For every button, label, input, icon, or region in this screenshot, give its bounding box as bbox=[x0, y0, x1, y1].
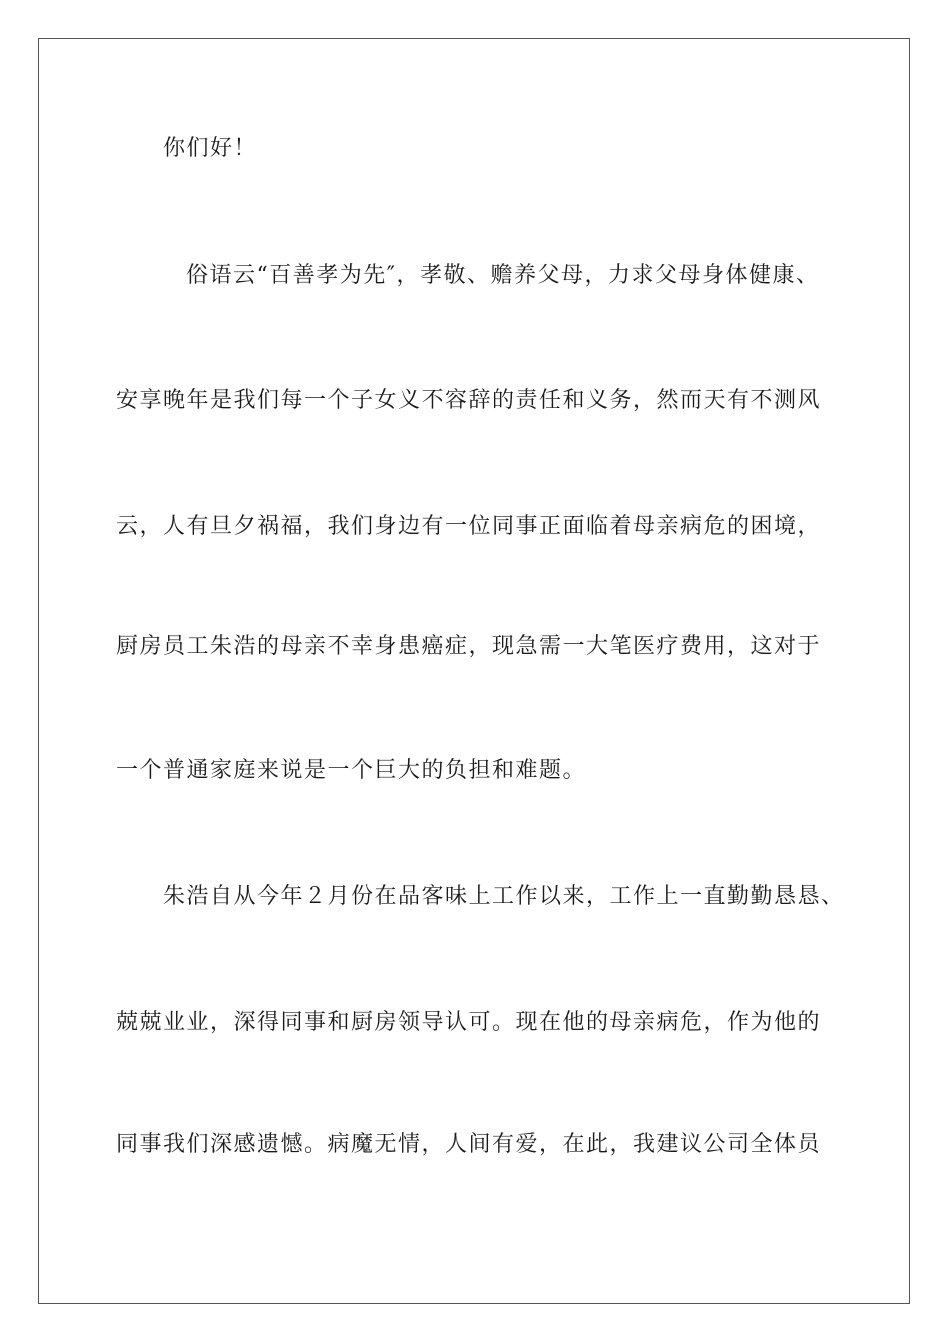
paragraph-line-5: 一个普通家庭来说是一个巨大的负担和难题。 bbox=[116, 758, 587, 783]
page-border bbox=[38, 38, 910, 1304]
paragraph-line-6: 朱浩自从今年２月份在品客味上工作以来，工作上一直勤勤恳恳、 bbox=[163, 884, 845, 909]
paragraph-line-1: 俗语云“百善孝为先″，孝敬、赡养父母，力求父母身体健康、 bbox=[186, 263, 820, 288]
paragraph-line-3: 云，人有旦夕祸福，我们身边有一位同事正面临着母亲病危的困境， bbox=[116, 514, 822, 539]
paragraph-line-8: 同事我们深感遗憾。病魔无情，人间有爱，在此，我建议公司全体员 bbox=[116, 1132, 822, 1157]
paragraph-line-2: 安享晚年是我们每一个子女义不容辞的责任和义务，然而天有不测风 bbox=[116, 388, 822, 413]
paragraph-line-7: 兢兢业业，深得同事和厨房领导认可。现在他的母亲病危，作为他的 bbox=[116, 1010, 822, 1035]
paragraph-line-4: 厨房员工朱浩的母亲不幸身患癌症，现急需一大笔医疗费用，这对于 bbox=[116, 634, 822, 659]
greeting-line: 你们好！ bbox=[163, 136, 258, 161]
